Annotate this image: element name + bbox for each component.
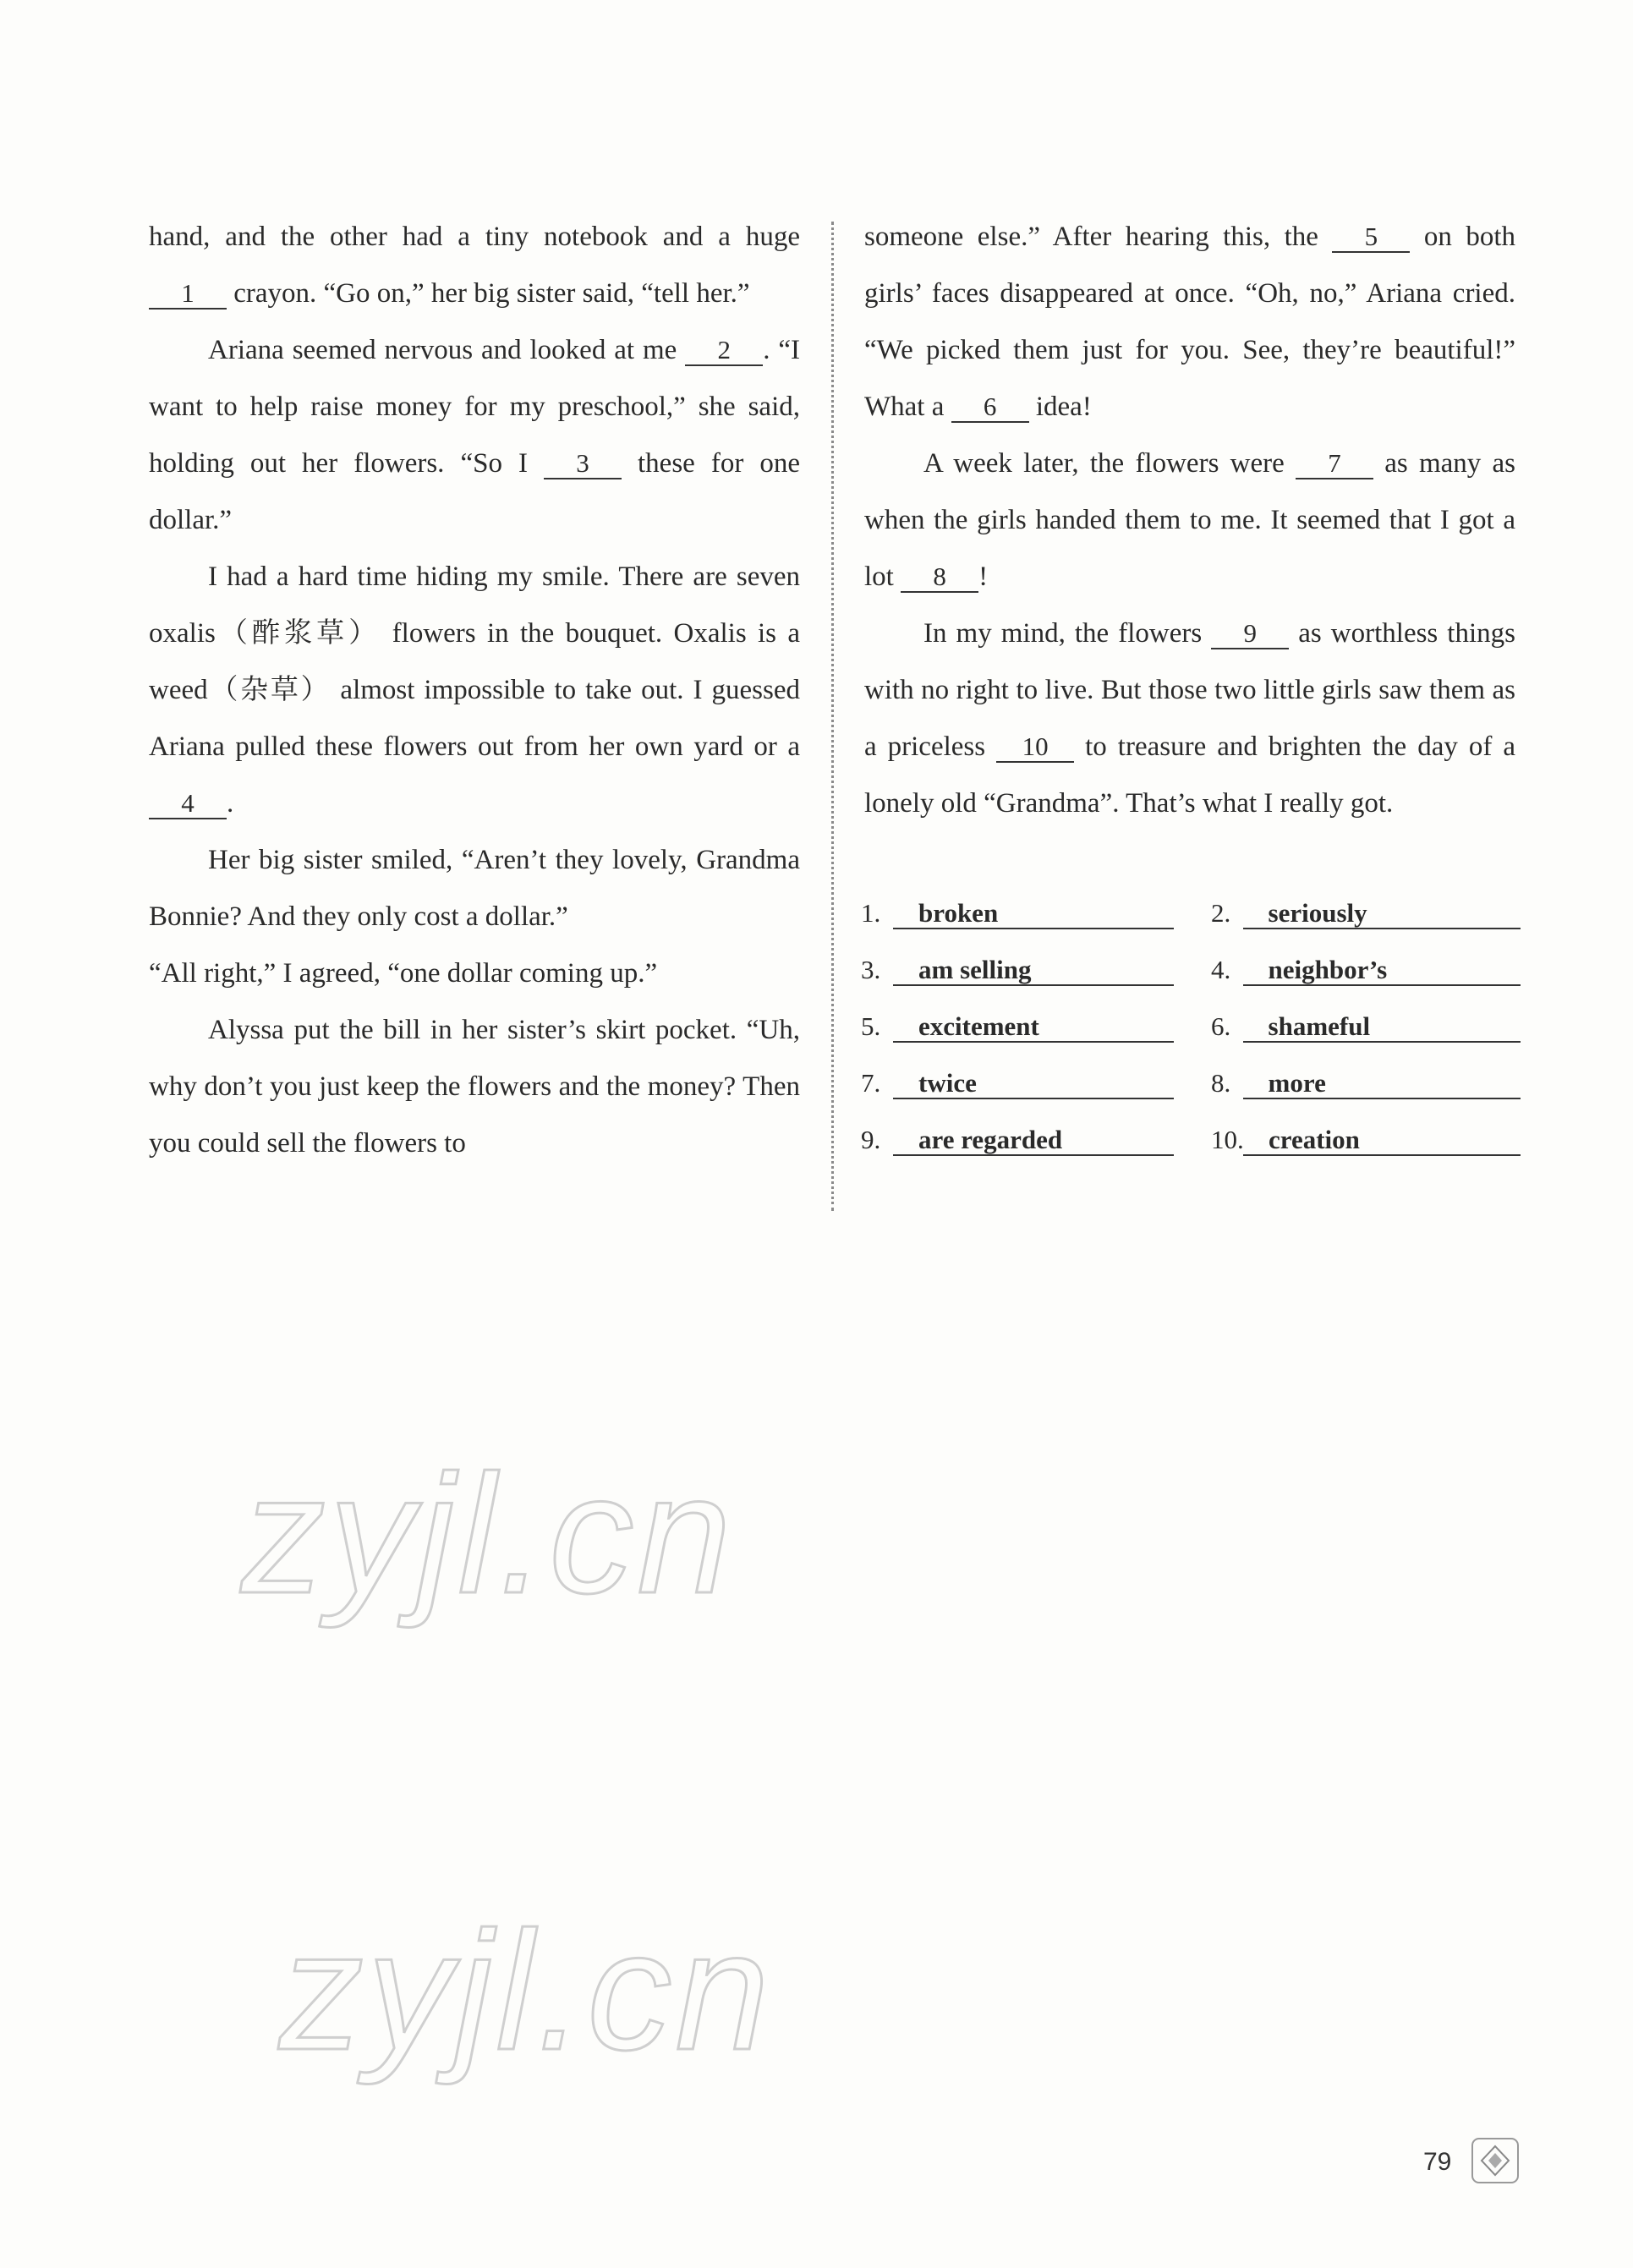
paragraph: I had a hard time hiding my smile. There are seven oxalis（酢浆草） flowers in the bouquet. Oxalis is a weed（杂草） almost impossible to take out. I guessed Ariana pulled these flowers out from her own yard or a 4 . (149, 562, 800, 819)
answer-key (861, 885, 1521, 1168)
blank-6: 6 (951, 392, 1029, 423)
left-column (149, 209, 800, 1172)
page-number: 79 (1423, 2148, 1452, 2176)
blank-7: 7 (1296, 449, 1373, 479)
paragraph: Her big sister smiled, “Aren’t they lovely, Grandma Bonnie? And they only cost a dollar.” (149, 845, 800, 932)
blank-9: 9 (1211, 619, 1289, 649)
answer-item: 3. am selling (861, 941, 1211, 998)
answer-item: 6. shameful (1211, 998, 1521, 1055)
blank-1: 1 (149, 279, 227, 310)
paragraph: hand, and the other had a tiny notebook and a huge 1 crayon. “Go on,” her big sister said, “tell her.” (149, 222, 800, 309)
answer-item: 5. excitement (861, 998, 1211, 1055)
watermark: zyjl.cn (241, 1440, 735, 1629)
answer-item: 7. twice (861, 1055, 1211, 1111)
blank-3: 3 (544, 449, 622, 479)
paragraph: A week later, the flowers were 7 as many as when the girls handed them to me. It seemed that I got a lot 8 ! (864, 448, 1515, 592)
column-divider (831, 222, 834, 1211)
answer-item: 8. more (1211, 1055, 1521, 1111)
answer-item: 9. are regarded (861, 1111, 1211, 1168)
paragraph: In my mind, the flowers 9 as worthless things with no right to live. But those two little girls saw them as a priceless 10 to treasure and brighten the day of a lonely old “Grandma”. That’s what I really got. (864, 618, 1515, 819)
answer-item: 4. neighbor’s (1211, 941, 1521, 998)
blank-8: 8 (901, 562, 978, 593)
right-column (864, 209, 1515, 832)
blank-10: 10 (996, 732, 1074, 763)
paragraph: someone else.” After hearing this, the 5 on both girls’ faces disappeared at once. “Oh, no,” Ariana cried. “We picked them just for you. See, they’re beautiful!” What a 6 idea! (864, 222, 1515, 422)
blank-2: 2 (685, 336, 763, 366)
blank-5: 5 (1332, 222, 1410, 253)
answer-item: 2. seriously (1211, 885, 1521, 941)
answer-item: 10. creation (1211, 1111, 1521, 1168)
answer-item: 1. broken (861, 885, 1211, 941)
page-ornament-icon (1471, 2138, 1519, 2183)
watermark: zyjl.cn (279, 1897, 773, 2085)
paragraph: “All right,” I agreed, “one dollar coming up.” (149, 958, 658, 989)
blank-4: 4 (149, 789, 227, 819)
paragraph: Alyssa put the bill in her sister’s skirt pocket. “Uh, why don’t you just keep the flowers and the money? Then you could sell the flowers to (149, 1015, 800, 1159)
paragraph: Ariana seemed nervous and looked at me 2 . “I want to help raise money for my preschool,” she said, holding out her flowers. “So I 3 these for one dollar.” (149, 335, 801, 535)
